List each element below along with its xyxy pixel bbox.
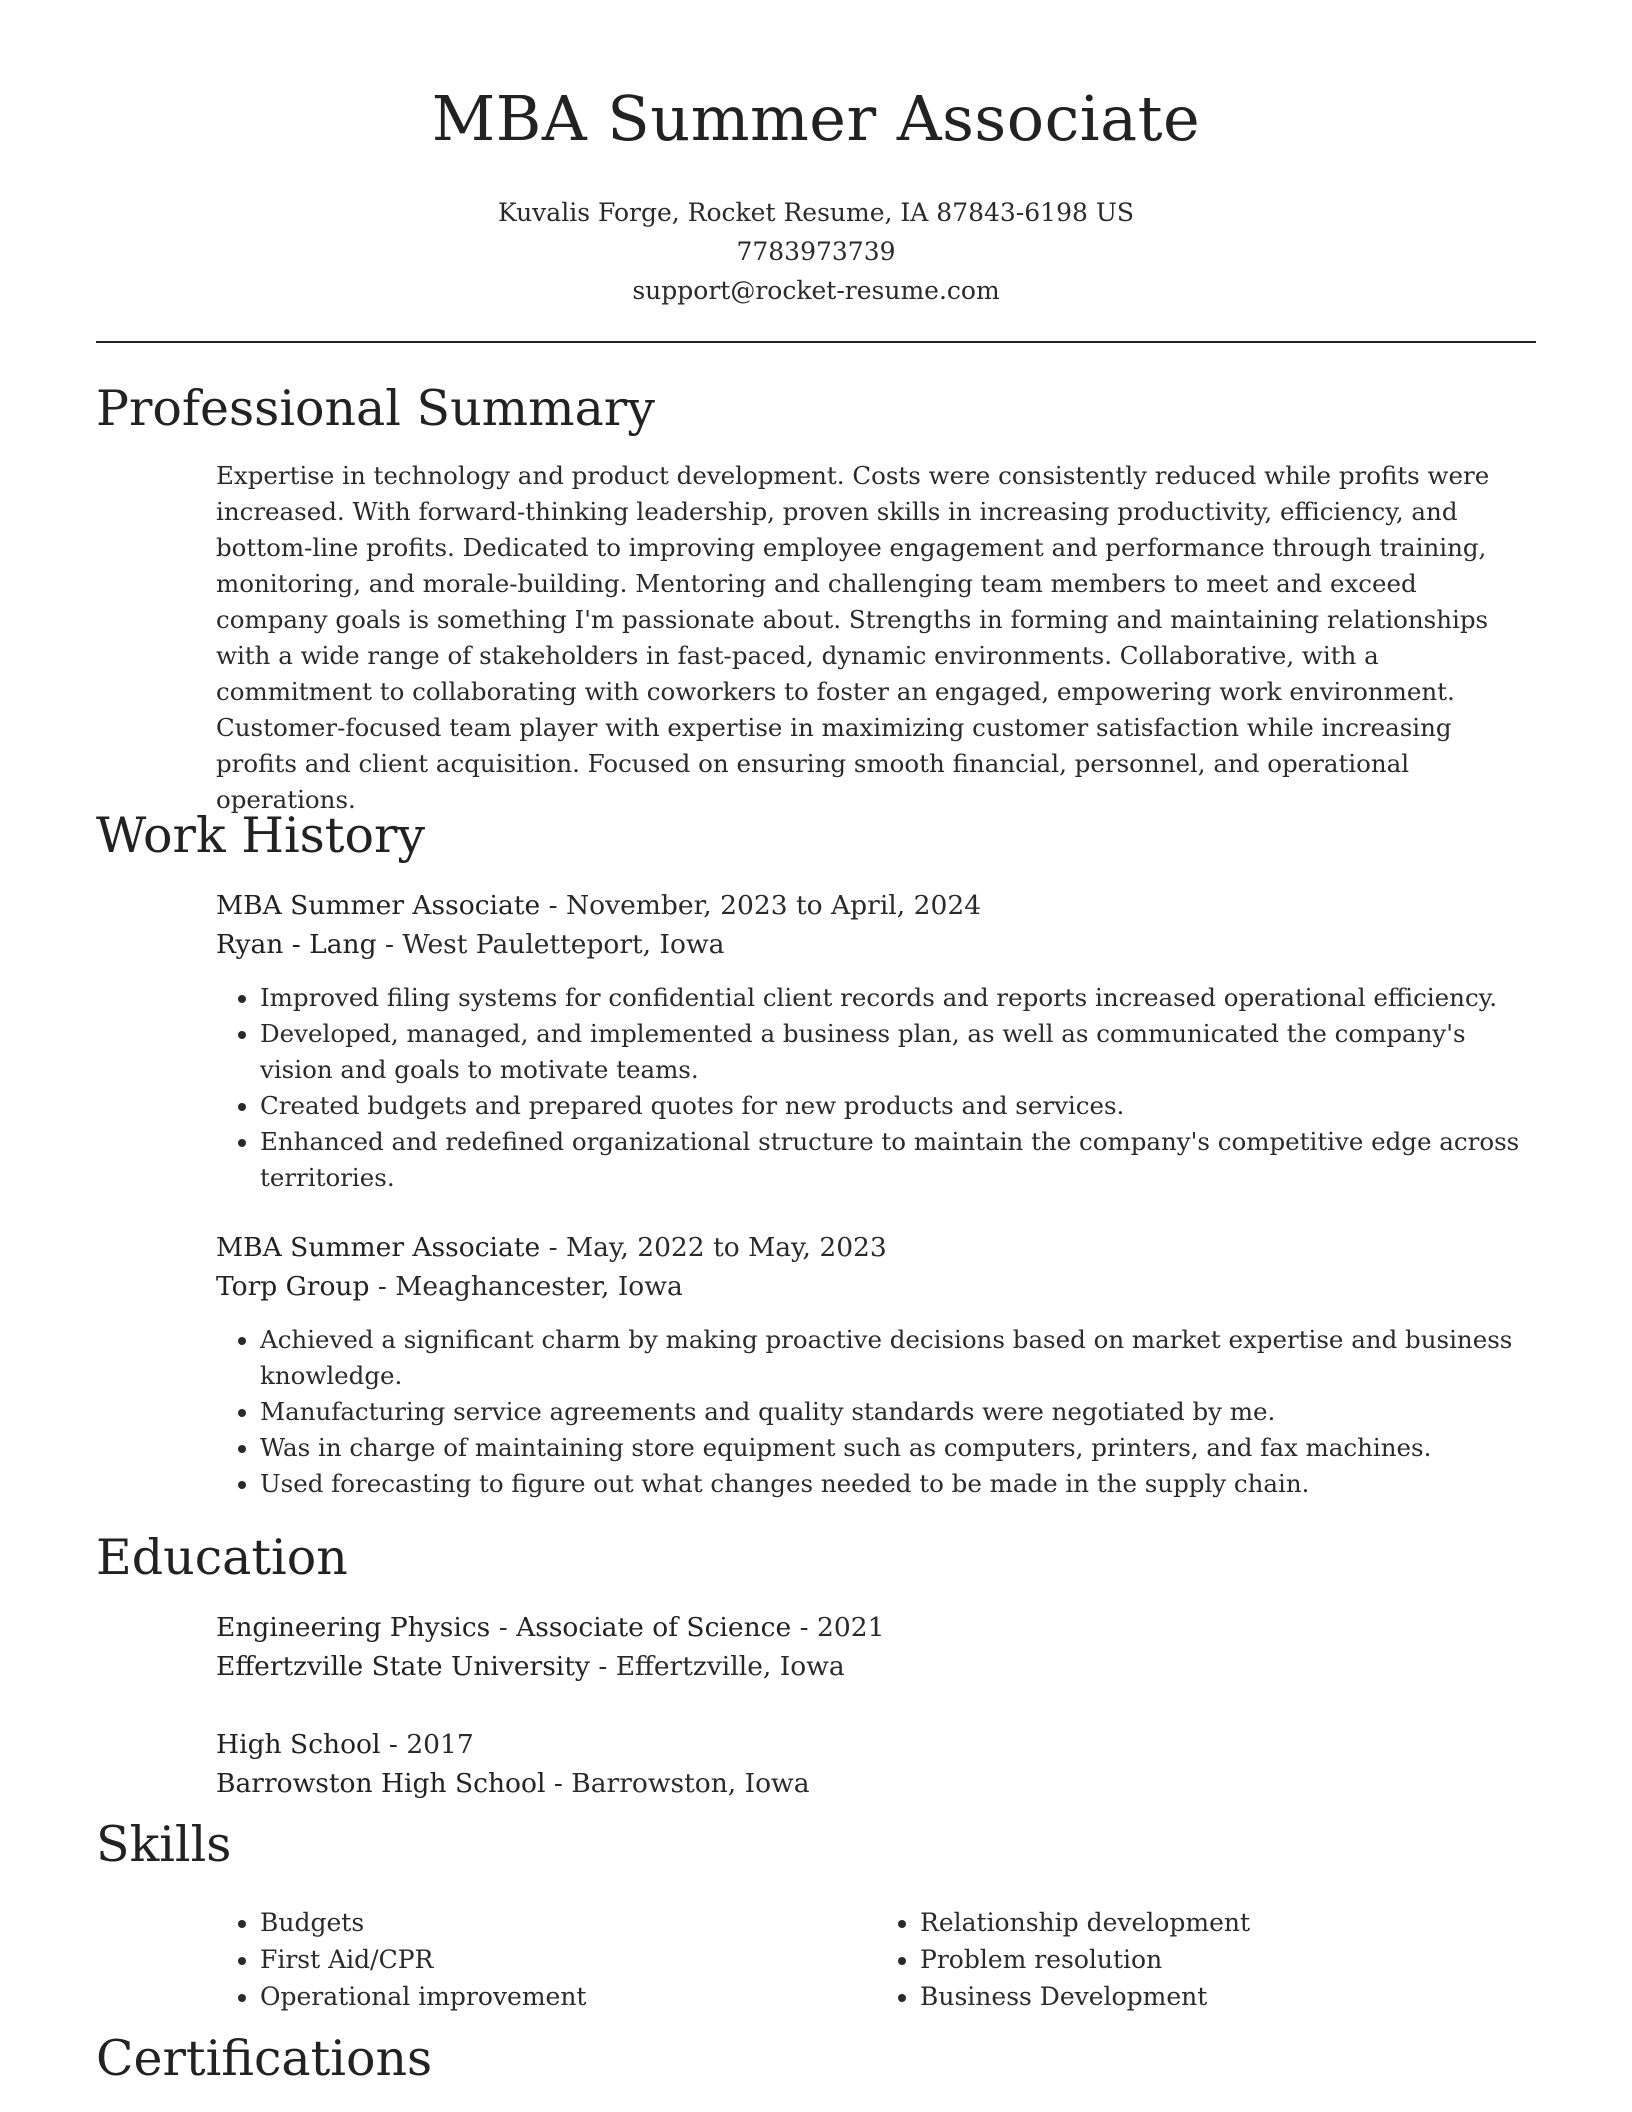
contact-phone: 7783973739 (736, 237, 896, 266)
education-location: Effertzville, Iowa (615, 1651, 845, 1682)
job-company: Ryan - Lang (216, 929, 377, 960)
job-company: Torp Group (216, 1271, 370, 1302)
job-bullets (216, 980, 1536, 1196)
job-dates: November, 2023 to April, 2024 (565, 890, 982, 921)
education-entry (216, 1608, 1536, 1686)
job-bullet: • Enhanced and redefined organizational structure to maintain the company's competitive edge across territories. (260, 1124, 1536, 1196)
education-degree: Associate of Science (516, 1612, 792, 1643)
job-bullet: • Improved filing systems for confidential client records and reports increased operational efficiency. (260, 980, 1536, 1016)
job-bullets (216, 1322, 1536, 1502)
education-degree-line: High School - 2017 (216, 1729, 474, 1760)
skill-item: • Relationship development (920, 1904, 1536, 1941)
job-bullet: • Manufacturing service agreements and quality standards were negotiated by me. (260, 1394, 1536, 1430)
section-title-education: Education (96, 1529, 348, 1586)
job-company-line: Torp Group - Meaghancester, Iowa (216, 1271, 683, 1302)
job-bullet: • Created budgets and prepared quotes for new products and services. (260, 1088, 1536, 1124)
job-title: MBA Summer Associate (216, 1232, 541, 1263)
job-bullet: • Was in charge of maintaining store equipment such as computers, printers, and fax machines. (260, 1430, 1536, 1466)
job-location: Meaghancester, Iowa (395, 1271, 683, 1302)
header-divider (96, 341, 1536, 343)
job-company-line: Ryan - Lang - West Pauletteport, Iowa (216, 929, 725, 960)
skill-item: • Problem resolution (920, 1941, 1536, 1978)
skills-list-left (216, 1904, 876, 2015)
section-title-work-history: Work History (96, 807, 426, 864)
contact-info (96, 193, 1536, 310)
education-year: 2017 (406, 1729, 474, 1760)
job-title-line: MBA Summer Associate - May, 2022 to May, 2023 (216, 1232, 887, 1263)
resume-name: MBA Summer Associate (431, 82, 1201, 155)
education-school: Barrowston High School (216, 1768, 546, 1799)
education-school-line: Barrowston High School - Barrowston, Iowa (216, 1768, 810, 1799)
education-school: Effertzville State University (216, 1651, 590, 1682)
contact-email: support@rocket-resume.com (632, 276, 1000, 305)
skill-item: • Business Development (920, 1978, 1536, 2015)
job-title-line: MBA Summer Associate - November, 2023 to April, 2024 (216, 890, 982, 921)
skill-item: • First Aid/CPR (260, 1941, 876, 1978)
job-entry (216, 886, 1536, 1196)
skills-section (216, 1904, 1536, 2015)
job-bullet: • Used forecasting to figure out what changes needed to be made in the supply chain. (260, 1466, 1536, 1502)
job-bullet: • Achieved a significant charm by making proactive decisions based on market expertise and business knowledge. (260, 1322, 1536, 1394)
skills-list-right (876, 1904, 1536, 2015)
education-school-line: Effertzville State University - Effertzville, Iowa (216, 1651, 845, 1682)
skills-columns (216, 1904, 1536, 2015)
education-degree: High School (216, 1729, 381, 1760)
job-location: West Pauletteport, Iowa (402, 929, 725, 960)
education-entry (216, 1725, 1536, 1803)
education-location: Barrowston, Iowa (571, 1768, 810, 1799)
education-year: 2021 (816, 1612, 885, 1643)
job-title: MBA Summer Associate (216, 890, 541, 921)
contact-address: Kuvalis Forge, Rocket Resume, IA 87843-6198 US (497, 198, 1135, 227)
section-title-certifications: Certifications (96, 2030, 433, 2087)
skill-item: • Operational improvement (260, 1978, 876, 2015)
summary-section (216, 458, 1536, 818)
job-bullet: • Developed, managed, and implemented a business plan, as well as communicated the company's vision and goals to motivate teams. (260, 1016, 1536, 1088)
job-dates: May, 2022 to May, 2023 (565, 1232, 887, 1263)
section-title-summary: Professional Summary (96, 380, 655, 437)
section-title-skills: Skills (96, 1816, 232, 1873)
summary-text: Expertise in technology and product development. Costs were consistently reduced while profits were increased. With forward-thinking leadership, proven skills in increasing productivity, efficiency, and bottom-line profits. Dedicated to improving employee engagement and performance through training, monitoring, and morale-building. Mentoring and challenging team members to meet and exceed company goals is something I'm passionate about. Strengths in forming and maintaining relationships with a wide range of stakeholders in fast-paced, dynamic environments. Collaborative, with a commitment to collaborating with coworkers to foster an engaged, empowering work environment. Customer-focused team player with expertise in maximizing customer satisfaction while increasing profits and client acquisition. Focused on ensuring smooth financial, personnel, and operational operations. (216, 461, 1490, 814)
education-field: Engineering Physics (216, 1612, 491, 1643)
skill-item: • Budgets (260, 1904, 876, 1941)
job-entry (216, 1228, 1536, 1502)
education-degree-line: Engineering Physics - Associate of Science - 2021 (216, 1612, 885, 1643)
